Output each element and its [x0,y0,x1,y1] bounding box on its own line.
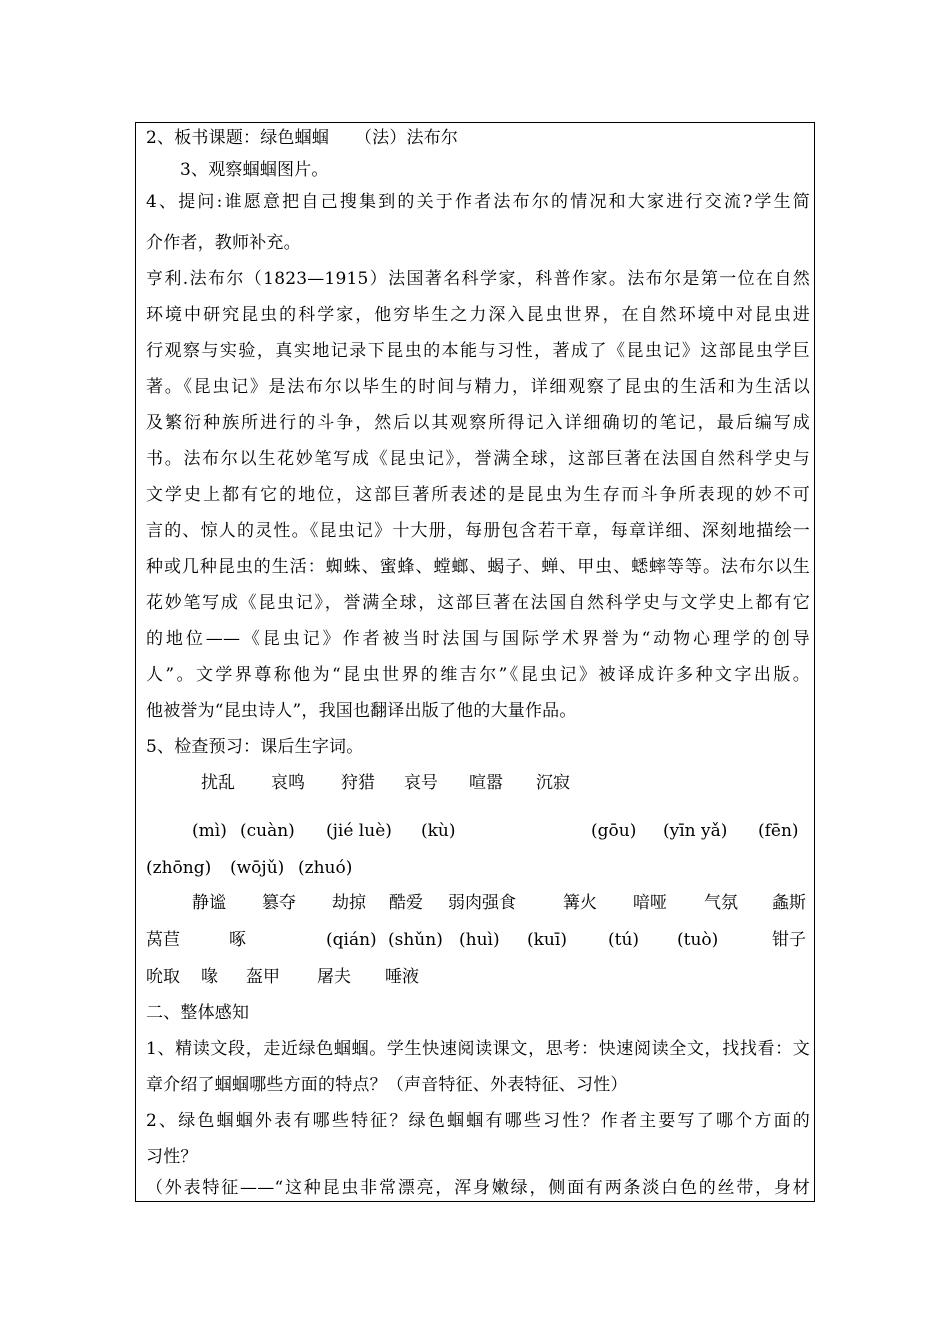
pinyin: (zhuó) [298,858,353,878]
vocab-word: 啄 [229,930,246,950]
bio-line: 著。《昆虫记》是法布尔以毕生的时间与精力，详细观察了昆虫的生活和为生活以 [146,377,810,397]
bio-line: 环境中研究昆虫的科学家，他穷毕生之力深入昆虫世界，在自然环境中对昆虫进 [146,305,810,325]
pinyin-row [136,821,816,841]
vocab-word: 屠夫 [317,967,351,987]
pinyin: (gōu) [591,821,637,841]
line-introduce-author: 介作者，教师补充。 [146,233,301,253]
pinyin: (fēn) [758,821,799,841]
pinyin: (tú) [608,930,640,950]
pinyin: (tuò) [677,930,719,950]
vocab-row [136,930,816,950]
bio-line: 种或几种昆虫的生活：蜘蛛、蜜蜂、螳螂、蝎子、蝉、甲虫、蟋蟀等等。法布尔以生 [146,557,810,577]
pinyin: (kuī) [527,930,567,950]
task-line: 章介绍了蝈蝈哪些方面的特点？（声音特征、外表特征、习性） [146,1075,628,1095]
vocab-word: 扰乱 [201,773,235,793]
task-line: 习性？ [146,1147,198,1167]
pinyin: (shǔn) [388,930,443,950]
bio-line: 文学史上都有它的地位，这部巨著所表述的是昆虫为生存而斗争所表现的妙不可 [146,485,810,505]
bio-line: 他被誉为“昆虫诗人”，我国也翻译出版了他的大量作品。 [146,701,577,721]
bio-line: 书。法布尔以生花妙笔写成《昆虫记》，誉满全球，这部巨著在法国自然科学史与 [146,449,810,469]
vocab-row [136,773,816,793]
bio-line: 的地位——《昆虫记》作者被当时法国与国际学术界誉为“动物心理学的创导 [146,629,810,649]
vocab-row [136,893,816,913]
vocab-word: 喑哑 [633,893,667,913]
bio-line: 及繁衍种族所进行的斗争，然后以其观察所得记入详细确切的笔记，最后编写成 [146,413,810,433]
vocab-word: 哀鸣 [271,773,305,793]
pinyin: (mì) [192,821,227,841]
vocab-word: 弱肉强食 [448,893,516,913]
pinyin: (cuàn) [240,821,295,841]
vocab-word: 劫掠 [332,893,366,913]
task-line: （外表特征——“这种昆虫非常漂亮，浑身嫩绿，侧面有两条淡白色的丝带，身材 [146,1178,810,1198]
vocab-word: 喙 [201,967,218,987]
pinyin: (kù) [421,821,456,841]
vocab-row [136,967,816,987]
vocab-word: 唾液 [385,967,419,987]
line-preview-check: 5、检查预习：课后生字词。 [146,737,364,757]
vocab-word: 盔甲 [246,967,280,987]
vocab-word: 静谧 [192,893,226,913]
bio-line: 言的、惊人的灵性。《昆虫记》十大册，每册包含若干章，每章详细、深刻地描绘一 [146,521,810,541]
task-line: 1、精读文段，走近绿色蝈蝈。学生快速阅读课文，思考：快速阅读全文，找找看：文 [146,1039,810,1059]
task-line: 2、绿色蝈蝈外表有哪些特征？绿色蝈蝈有哪些习性？作者主要写了哪个方面的 [146,1111,810,1131]
pinyin: (wōjǔ) [230,858,285,878]
pinyin: (yīn yǎ) [663,821,728,841]
line-question: 4、提问:谁愿意把自己搜集到的关于作者法布尔的情况和大家进行交流?学生简 [146,192,810,212]
pinyin: (zhōng) [146,858,212,878]
pinyin: (huì) [459,930,500,950]
pinyin-row [136,858,816,878]
vocab-word: 篝火 [563,893,597,913]
vocab-word: 哀号 [404,773,438,793]
pinyin: (qián) [326,930,377,950]
vocab-word: 喧嚣 [469,773,503,793]
vocab-word: 螽斯 [772,893,806,913]
vocab-word: 酷爱 [389,893,423,913]
vocab-word: 篡夺 [262,893,296,913]
lesson-table-cell [135,122,815,1202]
line-blackboard-title: 2、板书课题：绿色蝈蝈 （法）法布尔 [146,128,459,148]
vocab-word: 沉寂 [536,773,570,793]
vocab-word: 莴苣 [146,930,180,950]
section-heading: 二、整体感知 [146,1003,250,1023]
bio-line: 花妙笔写成《昆虫记》，誉满全球，这部巨著在法国自然科学史与文学史上都有它 [146,593,810,613]
bio-line: 人”。文学界尊称他为“昆虫世界的维吉尔”《昆虫记》被译成许多种文字出版。 [146,665,810,685]
vocab-word: 吮取 [146,967,180,987]
line-observe-picture: 3、观察蝈蝈图片。 [180,160,329,180]
bio-line: 亨利.法布尔（1823—1915）法国著名科学家，科普作家。法布尔是第一位在自然 [146,269,810,289]
vocab-word: 狩猎 [341,773,375,793]
pinyin: (jié luè) [326,821,392,841]
vocab-word: 气氛 [704,893,738,913]
bio-line: 行观察与实验，真实地记录下昆虫的本能与习性，著成了《昆虫记》这部昆虫学巨 [146,341,810,361]
vocab-word: 钳子 [772,930,806,950]
